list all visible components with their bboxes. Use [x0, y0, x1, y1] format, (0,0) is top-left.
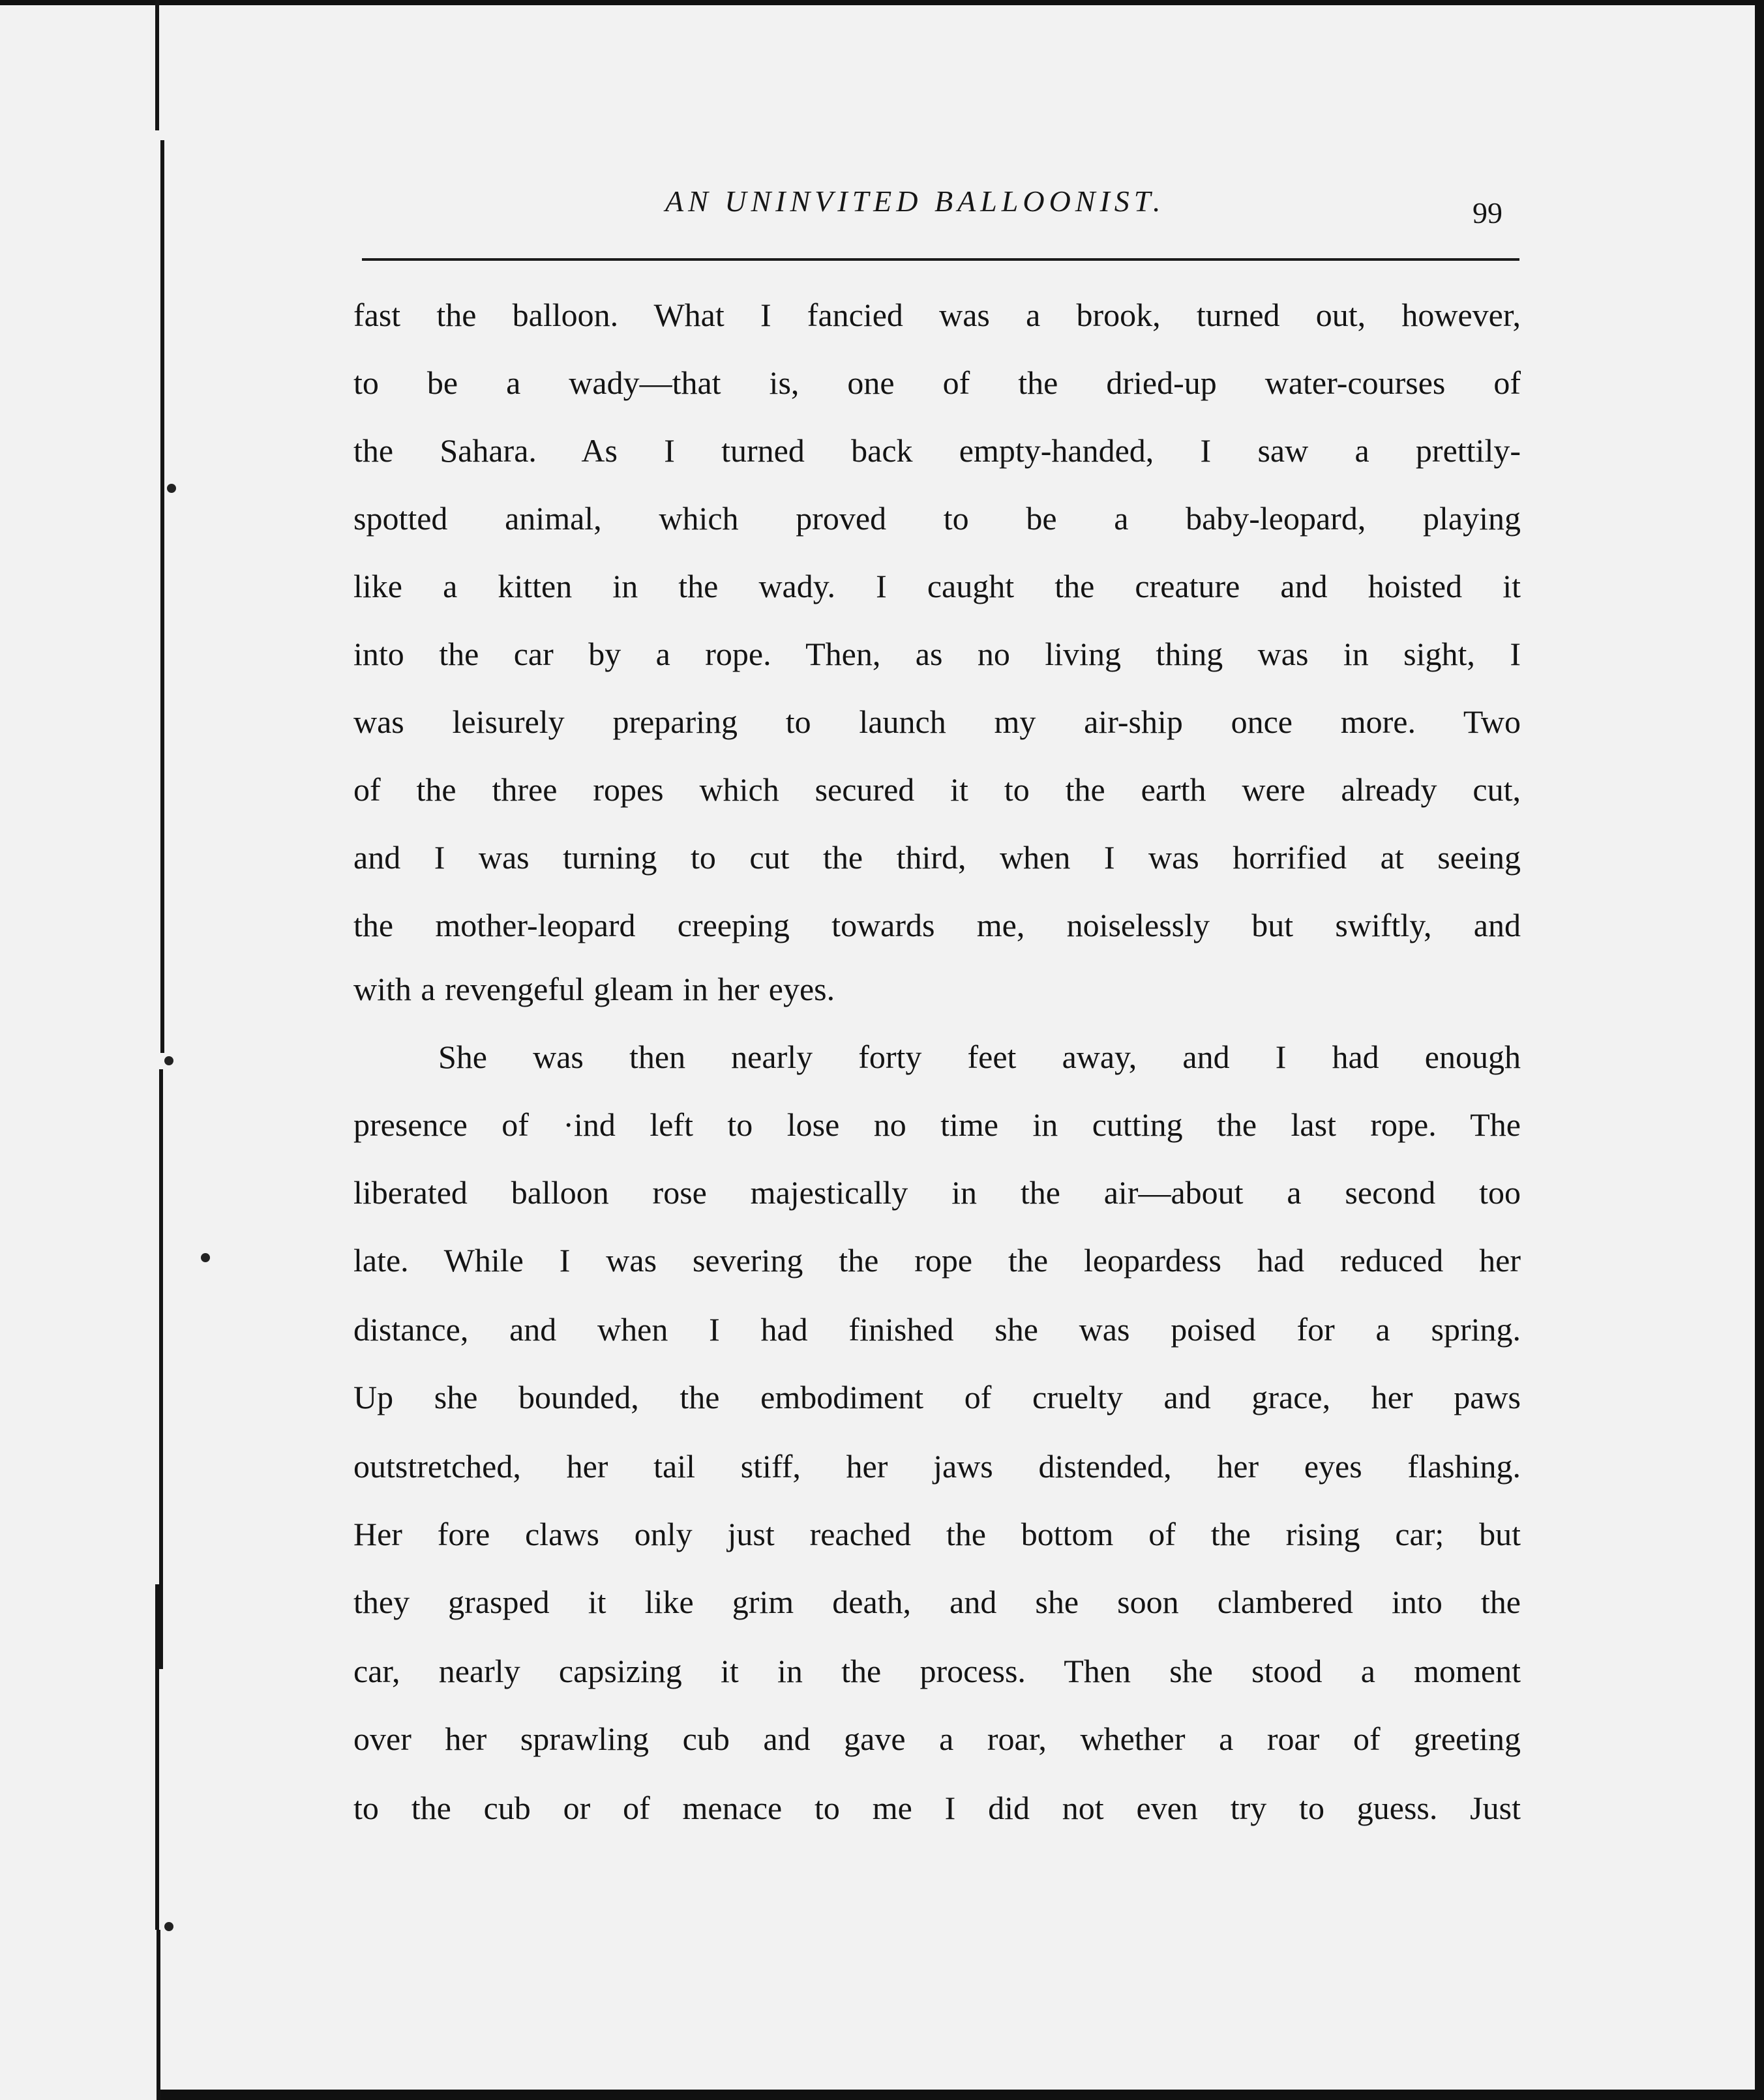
text-line: and I was turning to cut the third, when I was horrified at seeing [353, 839, 1521, 876]
gutter-rule [160, 140, 164, 1053]
gutter-rule [155, 1584, 159, 1930]
gutter-rule [157, 1930, 160, 2100]
text-line: to be a wady—that is, one of the dried-up water-courses of [353, 364, 1521, 401]
scan-edge-bottom [157, 2090, 1764, 2100]
gutter-mark [164, 1056, 173, 1065]
text-line: car, nearly capsizing it in the process. Then she stood a moment [353, 1653, 1521, 1689]
page-number: 99 [1472, 196, 1502, 229]
text-line: into the car by a rope. Then, as no living thing was in sight, I [353, 636, 1521, 672]
gutter-mark [164, 1922, 173, 1931]
text-line: like a kitten in the wady. I caught the creature and hoisted it [353, 568, 1521, 604]
scan-edge-top [0, 0, 1764, 5]
text-line: Her fore claws only just reached the bottom of the rising car; but [353, 1516, 1521, 1552]
gutter-mark [201, 1253, 210, 1262]
gutter-rule [159, 1069, 163, 1669]
scan-edge-right [1755, 0, 1764, 2100]
text-line: outstretched, her tail stiff, her jaws distended, her eyes flashing. [353, 1448, 1521, 1485]
text-line: to the cub or of menace to me I did not even try to guess. Just [353, 1790, 1521, 1826]
text-line: with a revengeful gleam in her eyes. [353, 971, 835, 1007]
text-line: over her sprawling cub and gave a roar, whether a roar of greeting [353, 1721, 1521, 1757]
text-line: was leisurely preparing to launch my air-ship once more. Two [353, 703, 1521, 740]
running-head: AN UNINVITED BALLOONIST. [665, 185, 1165, 218]
text-line: Up she bounded, the embodiment of cruelty and grace, her paws [353, 1379, 1521, 1415]
text-line: presence of ·ind left to lose no time in cutting the last rope. The [353, 1106, 1521, 1143]
gutter-rule [155, 0, 159, 130]
text-line: of the three ropes which secured it to the earth were already cut, [353, 771, 1521, 808]
text-line: spotted animal, which proved to be a baby-leopard, playing [353, 500, 1521, 537]
text-line: liberated balloon rose majestically in the air—about a second too [353, 1174, 1521, 1211]
text-line: they grasped it like grim death, and she soon clambered into the [353, 1584, 1521, 1620]
text-line: the mother-leopard creeping towards me, noiselessly but swiftly, and [353, 907, 1521, 943]
paragraph-first-line: She was then nearly forty feet away, and I had enough [438, 1039, 1521, 1075]
gutter-mark [167, 484, 176, 493]
header-rule [362, 258, 1519, 261]
text-line: fast the balloon. What I fancied was a brook, turned out, however, [353, 297, 1521, 333]
text-line: late. While I was severing the rope the leopardess had reduced her [353, 1242, 1521, 1279]
text-line: the Sahara. As I turned back empty-handed, I saw a prettily- [353, 432, 1521, 469]
text-line: distance, and when I had finished she was poised for a spring. [353, 1311, 1521, 1348]
